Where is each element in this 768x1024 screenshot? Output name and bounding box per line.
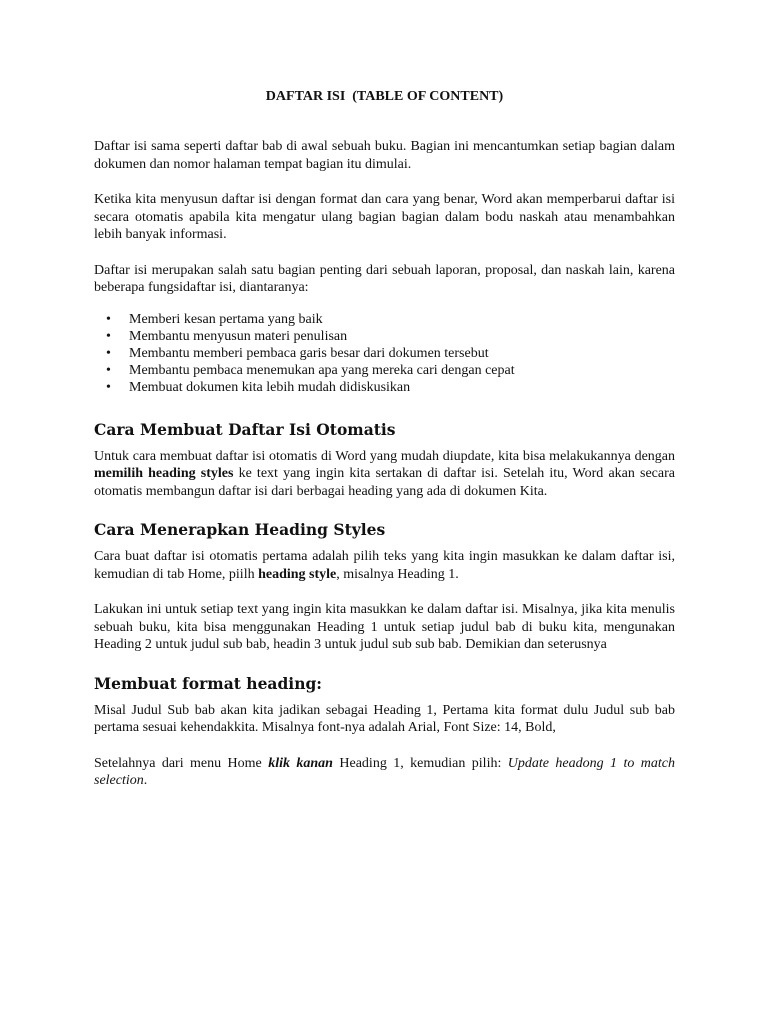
intro-paragraph-3: Daftar isi merupakan salah satu bagian penting dari sebuah laporan, proposal, dan naskah lain, karena beberapa fungsidaftar isi, diantaranya:: [94, 262, 675, 295]
document-title: DAFTAR ISI (TABLE OF CONTENT): [265, 89, 504, 104]
bullet-icon: •: [106, 328, 111, 344]
section-heading-heading-format: Membuat format heading:: [94, 673, 323, 693]
italic-phrase: Update headong 1 to match selection: [94, 755, 675, 788]
intro-paragraph-2: Ketika kita menyusun daftar isi dengan format dan cara yang benar, Word akan memperbarui daftar isi secara otomatis apabila kita mengatur ulang bagian bagian dalam bodu naskah atau menambahkan lebih banyak informasi.: [94, 192, 675, 242]
list-item: • Memberi kesan pertama yang baik: [106, 311, 323, 327]
intro-paragraph-1: Daftar isi sama seperti daftar bab di awal sebuah buku. Bagian ini mencantumkan setiap bagian dalam dokumen dan nomor halaman tempat bagian itu dimulai.: [94, 139, 675, 172]
document-page: [94, 88, 675, 808]
section-heading-apply-heading-styles: Cara Menerapkan Heading Styles: [94, 520, 386, 539]
section2-paragraph-2: Lakukan ini untuk setiap text yang ingin kita masukkan ke dalam daftar isi. Misalnya, jika kita menulis sebuah buku, kita bisa menggunakan Heading 1 untuk setiap judul bab di buku kita, mengunakan Heading 2 untuk judul sub bab, headin 3 untuk judul sub sub bab. Demikian dan seterusnya: [94, 602, 675, 652]
section2-paragraph-1: Cara buat daftar isi otomatis pertama adalah pilih teks yang kita ingin masukkan ke dalam daftar isi, kemudian di tab Home, piilh heading style, misalnya Heading 1.: [94, 549, 675, 582]
list-item: • Membantu pembaca menemukan apa yang mereka cari dengan cepat: [106, 362, 515, 378]
bold-phrase: memilih heading styles: [94, 466, 234, 481]
bullet-icon: •: [106, 345, 111, 361]
bullet-icon: •: [106, 311, 111, 327]
section-heading-automatic-toc: Cara Membuat Daftar Isi Otomatis: [94, 419, 396, 439]
bullet-icon: •: [106, 362, 111, 378]
section3-paragraph-1: Misal Judul Sub bab akan kita jadikan sebagai Heading 1, Pertama kita format dulu Judul sub bab pertama sesuai kehendakkita. Misalnya font-nya adalah Arial, Font Size: 14, Bold,: [94, 702, 675, 735]
bold-italic-phrase: klik kanan: [268, 755, 333, 771]
bold-phrase: heading style: [258, 566, 337, 582]
list-item: • Membuat dokumen kita lebih mudah didiskusikan: [106, 379, 411, 395]
bullet-icon: •: [106, 379, 111, 395]
section3-paragraph-2: Setelahnya dari menu Home klik kanan Heading 1, kemudian pilih: Update headong 1 to match selection.: [94, 755, 675, 788]
list-item: • Membantu menyusun materi penulisan: [106, 328, 348, 344]
functions-list: [94, 311, 675, 396]
section1-paragraph: Untuk cara membuat daftar isi otomatis di Word yang mudah diupdate, kita bisa melakukannya dengan memilih heading styles ke text yang ingin kita sertakan di daftar isi. Setelah itu, Word akan secara otomatis membangun daftar isi dari berbagai heading yang ada di dokumen Kita.: [94, 448, 675, 499]
list-item: • Membantu memberi pembaca garis besar dari dokumen tersebut: [106, 345, 489, 361]
